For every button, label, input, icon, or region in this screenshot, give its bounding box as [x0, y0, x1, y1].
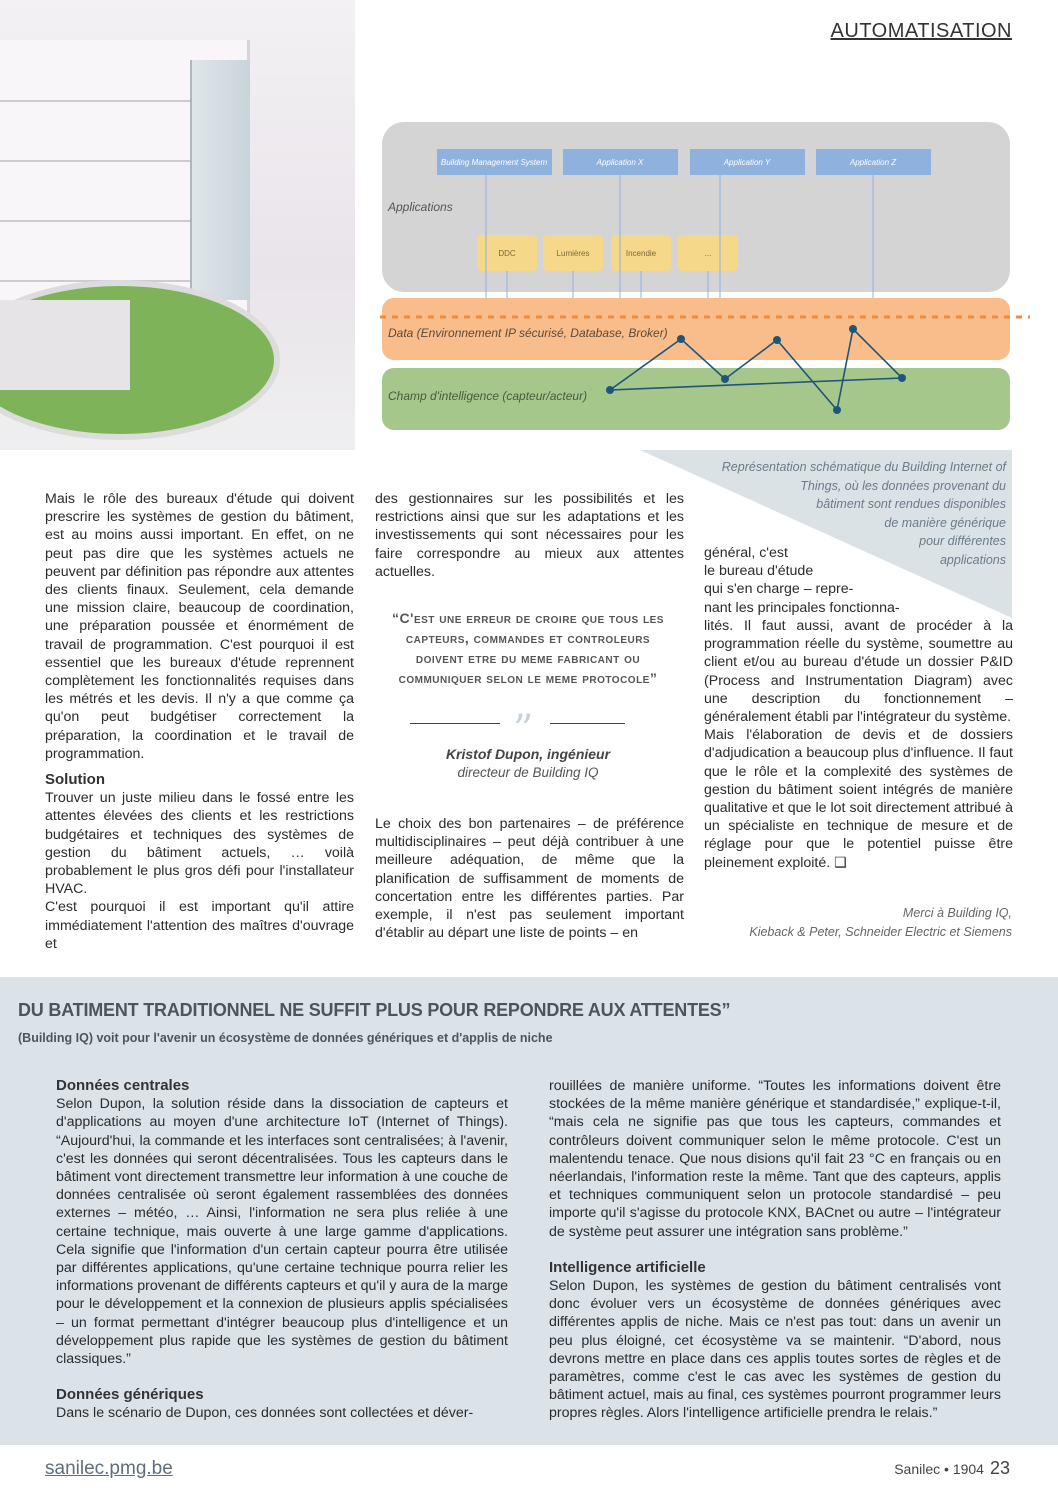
paragraph: lités. Il faut aussi, avant de procéder à la programmation réelle du système, soumettre au client et/ou au bureau d'étude un dossier P&ID (Process and Instrumentation Diagram) avec une description du fonctionnement – généralement établi par l'intégrateur du système.: [704, 618, 1013, 726]
building-base: [0, 300, 130, 390]
divider-line: [410, 723, 500, 724]
magazine-issue: Sanilec • 1904: [894, 1461, 984, 1477]
subheading-ai: Intelligence artificielle: [549, 1258, 706, 1276]
network-node: [773, 336, 781, 344]
subsystem-lights-label: Lumières: [556, 249, 590, 258]
paragraph: Selon Dupon, les systèmes de gestion du bâtiment centralisés vont donc évoluer vers un écosystème de données génériques avec différentes applis de niche. Mais ce n'est pas tout: dans un avenir un peu plus éloigné, cet écosystème va se maintenir. “D'abord, nous devrons mettre en place dans ces applis toutes sortes de règles et de paramètres, comme c'est le cas avec les systèmes de gestion du bâtiment actuel, mais au final, ces systèmes pourront programmer leurs propres règles. Alors l'intelligence artificielle prendra le relais.”: [549, 1278, 1001, 1422]
caption-line: Représentation schématique du Building Internet of: [721, 460, 1006, 474]
paragraph: Mais le rôle des bureaux d'étude qui doivent prescrire les systèmes de gestion du bâtiment, est au moins aussi important. En effet, on ne peut pas dire que les systèmes actuels ne peuvent par définition pas répondre aux attentes des clients finaux. Seulement, cela demande une mission claire, beaucoup de coordination, une préparation poussée et énormément de travail de programmation. C'est pourquoi il est essentiel que les bureaux d'étude reprennent complètement les fonctionnalités requises dans les métrés et les devis. Il n'y a que comme ça qu'on peut budgétiser correctement la préparation, la coordination et le travail de programmation.: [45, 491, 354, 762]
article-column-2-continued: [375, 815, 684, 942]
article-column-3: [704, 617, 1013, 872]
text-line: qui s'en charge – repre-: [704, 581, 854, 598]
article-column-2: [375, 490, 684, 581]
network-node: [677, 335, 685, 343]
subheading-central-data: Données centrales: [56, 1077, 190, 1094]
app-box-bms-label: Building Management System: [440, 158, 548, 167]
sidebar-column-left: [56, 1077, 508, 1423]
paragraph: C'est pourquoi il est important qu'il attire immédiatement l'attention des maîtres d'ouvrage et: [45, 899, 354, 952]
iot-architecture-diagram: [380, 120, 1030, 440]
quote-divider: [410, 707, 625, 753]
building-illustration: [0, 0, 355, 450]
app-box-y-label: Application Y: [723, 158, 771, 167]
paragraph: Selon Dupon, la solution réside dans la dissociation de capteurs et d'applications au moyen d'une architecture IoT (Internet of Things). “Aujourd'hui, la commande et les interfaces sont centralisées; à l'avenir, c'est les données qui seront décentralisées. Tous les capteurs dans le bâtiment vont directement transmettre leur information à une couche de données centralisée où seront également rassemblées des données externes – météo, … Ainsi, l'information ne sera plus reliée à une certaine technique, mais ouverte à une large gamme d'applications. Cela signifie que l'information d'un certain capteur pourra être utilisée par différentes applications, qu'une certaine technique pourra relier les informations provenant de différents capteurs et qu'il y aura de la marge pour le développement et la connexion de plusieurs applis spécialisées – un format permettant d'intégrer beaucoup plus d'intelligence et un développement plus rapide que les systèmes de gestion du bâtiment classiques.”: [56, 1096, 508, 1368]
network-node: [833, 406, 841, 414]
network-node: [721, 375, 729, 383]
sidebar-title: DU BATIMENT TRADITIONNEL NE SUFFIT PLUS POUR REPONDRE AUX ATTENTES”: [18, 1000, 731, 1020]
paragraph: Le choix des bon partenaires – de préférence multidisciplinaires – peut déjà contribuer à une meilleure adéquation, de même que la planification de suffisamment de moments de concertation entre les différentes parties. Par exemple, il n'est pas seulement important d'établir au départ une liste de points – en: [375, 816, 684, 942]
subheading-solution: Solution: [45, 771, 105, 789]
network-node: [898, 374, 906, 382]
issue-info: [894, 1458, 1010, 1479]
caption-line: de manière générique: [884, 515, 1006, 530]
quote-author: Kristof Dupon, ingénieur: [445, 746, 611, 762]
applications-label: Applications: [388, 200, 453, 214]
sidebar-subtitle: (Building IQ) voit pour l'avenir un écosystème de données génériques et d'applis de niche: [18, 1031, 553, 1045]
network-node: [849, 325, 857, 333]
paragraph: Dans le scénario de Dupon, ces données sont collectées et déver-: [56, 1405, 474, 1422]
field-layer-label: Champ d'intelligence (capteur/acteur): [388, 389, 588, 403]
acknowledgements: [692, 904, 1012, 942]
subsystem-fire-label: Incendie: [625, 249, 657, 258]
section-label: AUTOMATISATION: [830, 20, 1012, 42]
article-column-3-start: [704, 544, 1013, 617]
divider-line: [550, 723, 625, 724]
app-box-x-label: Application X: [596, 158, 644, 167]
text-line: le bureau d'étude: [704, 563, 814, 580]
caption-line: pour différentes: [919, 534, 1006, 548]
text-line: nant les principales fonctionna-: [704, 599, 900, 616]
caption-line: Things, où les données provenant du: [800, 478, 1006, 493]
caption-line: bâtiment sont rendues disponibles: [816, 497, 1006, 511]
app-box-z-label: Application Z: [849, 158, 897, 167]
network-node: [606, 386, 614, 394]
subsystem-more-label: ...: [704, 249, 712, 258]
subsystem-ddc-label: DDC: [498, 249, 516, 258]
quote-author-role: directeur de Building IQ: [457, 765, 599, 780]
acknowledgement-line: Kieback & Peter, Schneider Electric et Siemens: [749, 925, 1012, 939]
glass-facade: [190, 60, 250, 300]
website-link[interactable]: sanilec.pmg.be: [45, 1458, 173, 1479]
paragraph: rouillées de manière uniforme. “Toutes les informations doivent être stockées de la même manière générique et standardisée,” explique-t-il, “mais cela ne signifie pas que tous les capteurs, commandes et contrôleurs doivent communiquer selon le même protocole. C'est un malentendu tenace. Que nous disions qu'il fait 23 °C en français ou en néerlandais, l'information reste la même. Tant que des capteurs, applis et techniques communiquent selon un protocole standardisé – peu importe qu'il s'agisse du protocole KNX, BACnet ou autre – l'intégrateur de système peut assurer une intégration sans problème.”: [549, 1078, 1001, 1240]
text-line: général, c'est: [704, 545, 788, 561]
paragraph: Trouver un juste milieu dans le fossé entre les attentes élevées des clients et les restrictions budgétaires et techniques des systèmes de gestion du bâtiment actuels, … voilà probablement le plus gros défi pour l'installateur HVAC.: [45, 790, 354, 898]
subheading-generic-data: Données génériques: [56, 1386, 204, 1404]
sidebar-column-right: [549, 1077, 1001, 1423]
article-column-1: [45, 490, 354, 953]
quote-mark-icon: ”: [513, 707, 534, 753]
paragraph: Mais l'élaboration de devis et de dossiers d'adjudication a beaucoup plus d'influence. Il faut que le rôle et la complexité des systèmes de gestion du bâtiment soient intégrés de manière qualitative et que le lot soit directement attribué à un spécialiste en technique de mesure et de réglage pour que le potentiel puisse être pleinement exploité. ❑: [704, 727, 1013, 871]
caption-line: applications: [939, 552, 1006, 567]
acknowledgement-line: Merci à Building IQ,: [902, 906, 1012, 920]
paragraph: des gestionnaires sur les possibilités et les restrictions ainsi que sur les adaptations et les investissements qui sont nécessaires pour les faire correspondre au mieux aux attentes actuelles.: [375, 491, 684, 580]
data-layer-label: Data (Environnement IP sécurisé, Database, Broker): [388, 326, 668, 340]
page-number: 23: [989, 1458, 1010, 1478]
pull-quote: “C'est une erreur de croire que tous les capteurs, commandes et controleurs doivent etre du meme fabricant ou communiquer selon le meme protocole”: [392, 610, 664, 686]
